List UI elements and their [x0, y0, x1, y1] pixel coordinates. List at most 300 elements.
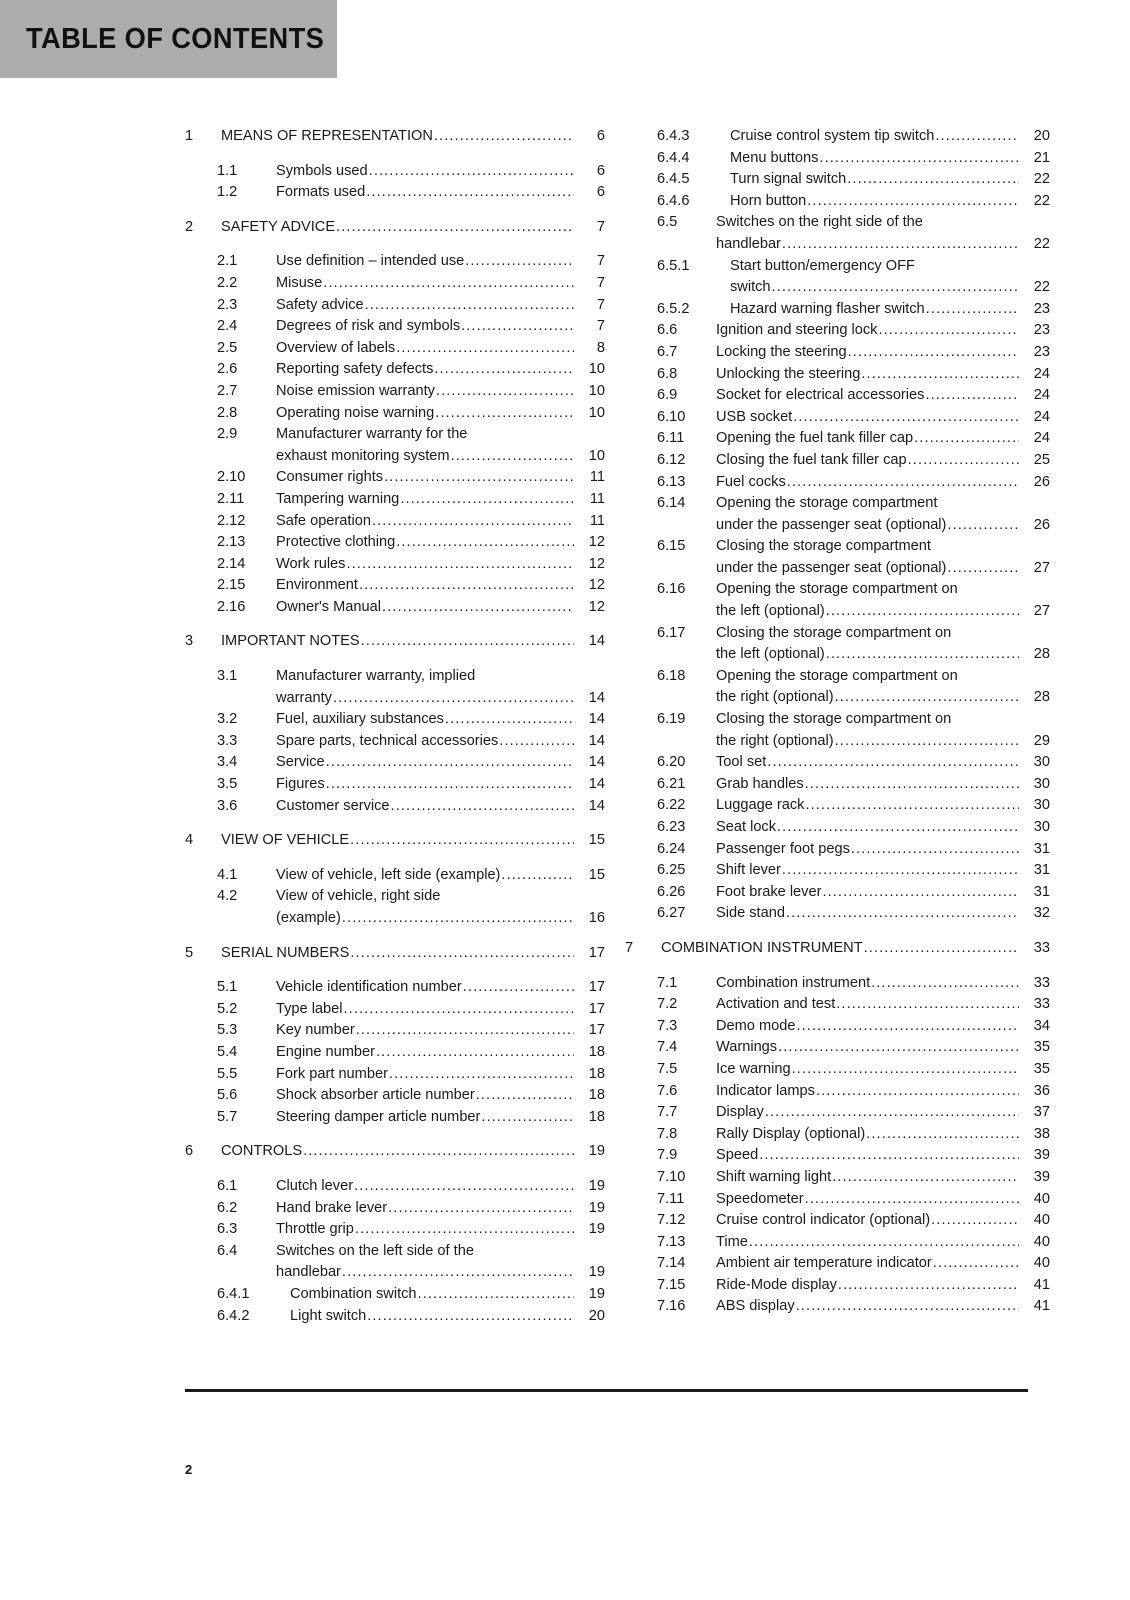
toc-entry-number: 2.10: [217, 469, 246, 486]
toc-entry-number: 7.14: [657, 1255, 686, 1272]
toc-entry[interactable]: [185, 597, 605, 619]
toc-entry[interactable]: [185, 161, 605, 183]
toc-entry-title-line: [276, 251, 605, 273]
toc-entry-number: 3.4: [217, 754, 238, 771]
toc-entry-page-number: 28: [1033, 689, 1050, 706]
toc-entry-title-line: [276, 774, 605, 796]
toc-entry-body: [730, 126, 1050, 148]
toc-entry-page-number: 10: [588, 404, 605, 421]
toc-entry-title-line: [290, 1284, 605, 1306]
toc-entry-title-line: [730, 126, 1050, 148]
toc-entry-title: Environment: [276, 577, 358, 594]
toc-entry[interactable]: [185, 943, 605, 965]
toc-entry[interactable]: [185, 709, 605, 731]
toc-entry-body: [716, 839, 1050, 861]
toc-entry-title-line: [716, 839, 1050, 861]
toc-dot-leader: [365, 295, 574, 317]
toc-entry[interactable]: [185, 489, 605, 511]
toc-entry-title: Manufacturer warranty for the: [276, 426, 468, 443]
toc-entry-title: Manufacturer warranty, implied: [276, 668, 476, 685]
toc-entry-page-number: 6: [596, 128, 605, 144]
toc-entry[interactable]: [185, 830, 605, 852]
toc-entry-number: 6.4.2: [217, 1307, 250, 1324]
toc-entry-title-line: [276, 273, 605, 295]
toc-entry-title-line: [276, 381, 605, 403]
toc-entry[interactable]: [185, 1306, 605, 1328]
toc-entry-page-number: 17: [588, 1000, 605, 1017]
toc-entry[interactable]: [185, 251, 605, 273]
toc-entry[interactable]: [625, 1037, 1050, 1059]
toc-entry-number: 5.3: [217, 1022, 238, 1039]
toc-entry[interactable]: [625, 1102, 1050, 1124]
toc-entry-title: handlebar: [276, 1264, 341, 1281]
toc-entry[interactable]: [185, 1241, 605, 1284]
toc-entry-title: Combination switch: [290, 1285, 417, 1302]
toc-entry[interactable]: [185, 752, 605, 774]
toc-entry-number: 6.2: [217, 1199, 238, 1216]
toc-entry-number: 6.6: [657, 322, 678, 339]
toc-dot-leader: [931, 1210, 1019, 1232]
toc-entry-title-line: [716, 601, 1050, 623]
toc-entry-body: [276, 532, 605, 554]
toc-entry-body: [716, 450, 1050, 472]
toc-entry-number: 6.15: [657, 538, 686, 555]
toc-entry-title: Noise emission warranty: [276, 382, 435, 399]
toc-entry-number: 6.4.4: [657, 149, 690, 166]
toc-entry-title: Opening the storage compartment on: [716, 581, 958, 598]
toc-entry-title-line: [716, 342, 1050, 364]
toc-entry[interactable]: [625, 709, 1050, 752]
toc-entry-body: [716, 364, 1050, 386]
toc-entry-number: 6.4.1: [217, 1285, 250, 1302]
toc-entry-page-number: 30: [1033, 819, 1050, 835]
toc-dot-leader: [925, 385, 1019, 407]
toc-entry-title-line: [716, 882, 1050, 904]
toc-entry-number: 7.4: [657, 1039, 678, 1056]
toc-entry-page-number: 6: [596, 184, 605, 201]
toc-entry[interactable]: [185, 217, 605, 239]
toc-entry-number: 7.3: [657, 1017, 678, 1034]
toc-entry-title: Grab handles: [716, 775, 804, 792]
toc-entry-title: Vehicle identification number: [276, 979, 462, 996]
toc-entry[interactable]: [625, 493, 1050, 536]
toc-dot-leader: [914, 428, 1019, 450]
toc-entry[interactable]: [185, 631, 605, 653]
toc-entry[interactable]: [625, 191, 1050, 213]
toc-entry[interactable]: [185, 338, 605, 360]
toc-entry-title-line: [276, 1042, 605, 1064]
toc-entry-body: [221, 1141, 605, 1163]
toc-entry-title: the right (optional): [716, 689, 834, 706]
toc-entry-title-line: [276, 182, 605, 204]
toc-entry[interactable]: [185, 467, 605, 489]
toc-entry[interactable]: [625, 1081, 1050, 1103]
toc-entry[interactable]: [625, 299, 1050, 321]
toc-entry-body: [276, 316, 605, 338]
toc-entry-page-number: 31: [1033, 840, 1050, 857]
toc-entry-page-number: 40: [1033, 1233, 1050, 1250]
toc-entry[interactable]: [625, 774, 1050, 796]
toc-entry[interactable]: [185, 532, 605, 554]
toc-dot-leader: [805, 1189, 1019, 1211]
toc-entry[interactable]: [185, 1020, 605, 1042]
toc-entry-title-line: [716, 1189, 1050, 1211]
toc-dot-leader: [356, 1020, 574, 1042]
toc-entry[interactable]: [625, 938, 1050, 960]
toc-entry-number: 6.5: [657, 214, 678, 231]
toc-entry-body: [290, 1284, 605, 1306]
toc-entry-page-number: 29: [1033, 732, 1050, 749]
toc-entry-body: [716, 342, 1050, 364]
page-title: TABLE OF CONTENTS: [26, 22, 325, 55]
toc-entry[interactable]: [625, 817, 1050, 839]
toc-entry-body: [276, 666, 605, 709]
toc-entry[interactable]: [185, 1141, 605, 1163]
toc-entry-page-number: 6: [596, 162, 605, 179]
toc-entry-title: the right (optional): [716, 732, 834, 749]
toc-entry-body: [716, 903, 1050, 925]
toc-entry-body: [276, 709, 605, 731]
toc-entry-body: [276, 752, 605, 774]
toc-entry-title-line: [730, 169, 1050, 191]
toc-entry-page-number: 27: [1033, 603, 1050, 620]
toc-entry[interactable]: [625, 407, 1050, 429]
toc-entry[interactable]: [185, 1219, 605, 1241]
toc-entry-page-number: 19: [588, 1264, 605, 1281]
toc-entry-title-line: [716, 1275, 1050, 1297]
toc-entry[interactable]: [185, 886, 605, 929]
toc-entry-number: 2.3: [217, 296, 238, 313]
toc-entry-title-line: [716, 320, 1050, 342]
toc-entry[interactable]: [185, 511, 605, 533]
toc-entry[interactable]: [185, 126, 605, 148]
toc-entry[interactable]: [185, 381, 605, 403]
toc-entry[interactable]: [185, 1284, 605, 1306]
toc-entry[interactable]: [185, 865, 605, 887]
toc-entry-page-number: 18: [588, 1108, 605, 1125]
toc-entry-page-number: 19: [588, 1199, 605, 1216]
toc-entry-number: 5.4: [217, 1043, 238, 1060]
toc-entry-body: [716, 623, 1050, 666]
toc-entry-body: [276, 381, 605, 403]
toc-entry-title-line: [716, 472, 1050, 494]
toc-entry-title: Closing the storage compartment on: [716, 624, 952, 641]
toc-dot-leader: [835, 687, 1019, 709]
toc-entry-title-line: [221, 217, 605, 239]
toc-entry-title-line: [716, 364, 1050, 386]
toc-dot-leader: [847, 169, 1019, 191]
toc-entry[interactable]: [625, 212, 1050, 255]
toc-entry-number: 7.12: [657, 1212, 686, 1229]
toc-entry[interactable]: [185, 1085, 605, 1107]
toc-entry[interactable]: [625, 1275, 1050, 1297]
toc-entry[interactable]: [625, 903, 1050, 925]
toc-entry-number: 6.4: [217, 1242, 238, 1259]
toc-entry-title: Passenger foot pegs: [716, 840, 850, 857]
toc-entry[interactable]: [625, 973, 1050, 995]
toc-entry-number: 7.9: [657, 1147, 678, 1164]
toc-entry-title-line: [276, 295, 605, 317]
toc-entry-title-line: [290, 1306, 605, 1328]
toc-entry[interactable]: [625, 1016, 1050, 1038]
toc-entry-body: [716, 666, 1050, 709]
toc-dot-leader: [777, 817, 1019, 839]
toc-entry[interactable]: [185, 977, 605, 999]
toc-entry[interactable]: [625, 472, 1050, 494]
toc-entry-title-line: [716, 644, 1050, 666]
toc-entry-body: [716, 1210, 1050, 1232]
toc-entry[interactable]: [185, 1107, 605, 1129]
toc-entry[interactable]: [185, 359, 605, 381]
toc-entry[interactable]: [185, 295, 605, 317]
toc-dot-leader: [816, 1081, 1019, 1103]
toc-entry[interactable]: [625, 428, 1050, 450]
toc-entry-title: Safe operation: [276, 512, 371, 529]
toc-entry-title: Turn signal switch: [730, 171, 847, 188]
toc-entry-title: Customer service: [276, 797, 390, 814]
toc-entry[interactable]: [625, 623, 1050, 666]
toc-entry-number: 2.2: [217, 274, 238, 291]
toc-entry-number: 2.11: [217, 490, 245, 507]
toc-entry-title: Switches on the right side of the: [716, 214, 923, 231]
toc-entry-title: Tampering warning: [276, 490, 400, 507]
toc-entry-title-line: [716, 774, 1050, 796]
toc-entry-title: Degrees of risk and symbols: [276, 318, 461, 335]
toc-dot-leader: [908, 450, 1019, 472]
toc-entry-body: [221, 943, 605, 965]
toc-entry[interactable]: [185, 1198, 605, 1220]
toc-entry-body: [276, 182, 605, 204]
toc-dot-leader: [396, 532, 574, 554]
toc-entry-title-line: [716, 1059, 1050, 1081]
toc-entry-body: [276, 554, 605, 576]
toc-entry-body: [716, 320, 1050, 342]
toc-entry-title-line: [276, 1219, 605, 1241]
toc-entry-page-number: 14: [588, 689, 605, 706]
toc-entry-page-number: 14: [588, 711, 605, 728]
toc-entry-body: [276, 467, 605, 489]
toc-dot-leader: [836, 994, 1019, 1016]
toc-entry-title: Fork part number: [276, 1065, 388, 1082]
toc-entry-body: [276, 1020, 605, 1042]
toc-entry-title-line: [661, 938, 1050, 960]
toc-entry[interactable]: [625, 536, 1050, 579]
toc-dot-leader: [861, 364, 1019, 386]
toc-entry-number: 1.2: [217, 184, 238, 201]
toc-entry-title: Closing the storage compartment on: [716, 711, 952, 728]
toc-entry-title-line-wrap: [716, 666, 1050, 688]
toc-dot-leader: [792, 1059, 1019, 1081]
toc-dot-leader: [388, 1198, 574, 1220]
toc-entry-title: Rally Display (optional): [716, 1125, 866, 1142]
toc-entry-page-number: 7: [596, 296, 605, 313]
toc-entry[interactable]: [625, 169, 1050, 191]
toc-entry[interactable]: [625, 1210, 1050, 1232]
toc-entry-body: [276, 575, 605, 597]
toc-entry-title: Misuse: [276, 274, 323, 291]
toc-entry-title-line: [276, 511, 605, 533]
toc-entry[interactable]: [625, 126, 1050, 148]
toc-dot-leader: [463, 977, 574, 999]
toc-entry-title-line: [276, 865, 605, 887]
toc-entry-title: Safety advice: [276, 296, 364, 313]
toc-entry-body: [221, 126, 605, 148]
toc-entry-title: MEANS OF REPRESENTATION: [221, 128, 433, 144]
toc-entry-title-line-wrap: [716, 579, 1050, 601]
toc-entry-number: 7.6: [657, 1082, 678, 1099]
toc-entry[interactable]: [625, 450, 1050, 472]
toc-entry[interactable]: [625, 994, 1050, 1016]
toc-dot-leader: [391, 796, 574, 818]
toc-dot-leader: [476, 1085, 574, 1107]
toc-dot-leader: [366, 182, 574, 204]
toc-entry[interactable]: [185, 796, 605, 818]
toc-entry-title-line: [716, 1102, 1050, 1124]
toc-entry[interactable]: [185, 575, 605, 597]
toc-entry-title: Opening the storage compartment on: [716, 667, 958, 684]
toc-entry-title: Cruise control system tip switch: [730, 128, 935, 144]
toc-dot-leader: [866, 1124, 1019, 1146]
toc-entry[interactable]: [625, 148, 1050, 170]
toc-dot-leader: [336, 217, 574, 239]
toc-entry-page-number: 22: [1033, 171, 1050, 188]
toc-entry-title-line: [221, 830, 605, 852]
toc-entry[interactable]: [185, 774, 605, 796]
toc-entry[interactable]: [185, 731, 605, 753]
toc-entry[interactable]: [185, 666, 605, 709]
toc-entry[interactable]: [625, 1253, 1050, 1275]
toc-entry[interactable]: [185, 999, 605, 1021]
toc-entry-page-number: 10: [588, 447, 605, 464]
toc-entry[interactable]: [625, 579, 1050, 622]
toc-entry-title: CONTROLS: [221, 1143, 303, 1160]
toc-entry-title: Consumer rights: [276, 469, 384, 486]
toc-entry-title: Type label: [276, 1000, 343, 1017]
toc-entry-title-line: [276, 338, 605, 360]
toc-entry[interactable]: [625, 795, 1050, 817]
toc-entry-body: [716, 1275, 1050, 1297]
toc-entry-title: Unlocking the steering: [716, 365, 861, 382]
toc-entry-body: [276, 865, 605, 887]
toc-entry[interactable]: [625, 1167, 1050, 1189]
toc-entry[interactable]: [625, 839, 1050, 861]
toc-entry-title: Opening the fuel tank filler cap: [716, 430, 914, 447]
toc-entry-number: 6: [185, 1143, 194, 1160]
toc-entry-body: [221, 830, 605, 852]
toc-entry[interactable]: [625, 1124, 1050, 1146]
toc-entry-number: 2.1: [217, 253, 238, 270]
toc-entry-page-number: 14: [588, 754, 605, 771]
toc-dot-leader: [436, 381, 574, 403]
toc-entry-body: [276, 295, 605, 317]
toc-dot-leader: [355, 1219, 574, 1241]
toc-entry-body: [290, 1306, 605, 1328]
toc-entry-page-number: 7: [596, 253, 605, 270]
toc-entry[interactable]: [625, 256, 1050, 299]
toc-entry-body: [276, 1064, 605, 1086]
toc-entry[interactable]: [625, 666, 1050, 709]
toc-dot-leader: [372, 511, 574, 533]
toc-entry[interactable]: [185, 554, 605, 576]
toc-entry-page-number: 30: [1033, 754, 1050, 771]
toc-entry-page-number: 10: [588, 382, 605, 399]
toc-entry-title-line: [716, 973, 1050, 995]
toc-entry[interactable]: [185, 1042, 605, 1064]
toc-entry[interactable]: [185, 1064, 605, 1086]
toc-dot-leader: [418, 1284, 574, 1306]
toc-entry[interactable]: [185, 1176, 605, 1198]
toc-entry[interactable]: [625, 385, 1050, 407]
toc-entry[interactable]: [625, 342, 1050, 364]
toc-entry[interactable]: [625, 752, 1050, 774]
toc-dot-leader: [481, 1107, 574, 1129]
toc-entry[interactable]: [625, 1296, 1050, 1318]
toc-entry[interactable]: [185, 182, 605, 204]
toc-entry-page-number: 14: [588, 776, 605, 793]
toc-entry-page-number: 16: [588, 910, 605, 926]
toc-entry[interactable]: [185, 403, 605, 425]
toc-entry[interactable]: [625, 364, 1050, 386]
toc-entry-title-line: [276, 1064, 605, 1086]
toc-entry-page-number: 19: [588, 1285, 605, 1302]
toc-entry-page-number: 21: [1033, 149, 1050, 166]
toc-entry[interactable]: [625, 882, 1050, 904]
toc-entry-page-number: 7: [596, 318, 605, 335]
toc-dot-leader: [350, 830, 574, 852]
toc-entry[interactable]: [625, 320, 1050, 342]
toc-entry-number: 7.16: [657, 1298, 686, 1315]
toc-entry[interactable]: [185, 424, 605, 467]
toc-entry[interactable]: [625, 860, 1050, 882]
toc-entry-page-number: 11: [589, 469, 605, 486]
toc-entry-title: the left (optional): [716, 603, 825, 620]
toc-entry-title: handlebar: [716, 235, 781, 252]
toc-entry-title-line: [276, 731, 605, 753]
toc-entry[interactable]: [185, 316, 605, 338]
toc-entry-title-line: [730, 299, 1050, 321]
table-of-contents-body: [0, 126, 1130, 1327]
toc-entry-title-line: [276, 709, 605, 731]
toc-entry-body: [716, 579, 1050, 622]
toc-entry-title: Operating noise warning: [276, 404, 435, 421]
toc-entry-page-number: 41: [1033, 1298, 1050, 1315]
toc-dot-leader: [805, 774, 1019, 796]
toc-entry-body: [716, 973, 1050, 995]
toc-entry[interactable]: [185, 273, 605, 295]
toc-entry-page-number: 20: [1033, 128, 1050, 144]
toc-entry-number: 3.2: [217, 711, 238, 728]
toc-dot-leader: [376, 1042, 574, 1064]
toc-entry-body: [276, 403, 605, 425]
toc-dot-leader: [435, 403, 574, 425]
toc-entry-title-line: [716, 687, 1050, 709]
toc-entry-page-number: 23: [1033, 322, 1050, 339]
toc-entry-title-line: [716, 450, 1050, 472]
toc-entry-title-line-wrap: [730, 256, 1050, 278]
toc-dot-leader: [926, 299, 1019, 321]
toc-entry-title: Hand brake lever: [276, 1199, 388, 1216]
toc-entry-title-line: [716, 752, 1050, 774]
toc-entry-title-line: [716, 1016, 1050, 1038]
toc-entry-page-number: 28: [1033, 646, 1050, 663]
toc-entry-number: 4.1: [217, 866, 238, 883]
toc-entry[interactable]: [625, 1232, 1050, 1254]
toc-dot-leader: [805, 795, 1019, 817]
toc-entry[interactable]: [625, 1189, 1050, 1211]
toc-entry[interactable]: [625, 1145, 1050, 1167]
toc-dot-leader: [359, 575, 574, 597]
toc-entry[interactable]: [625, 1059, 1050, 1081]
